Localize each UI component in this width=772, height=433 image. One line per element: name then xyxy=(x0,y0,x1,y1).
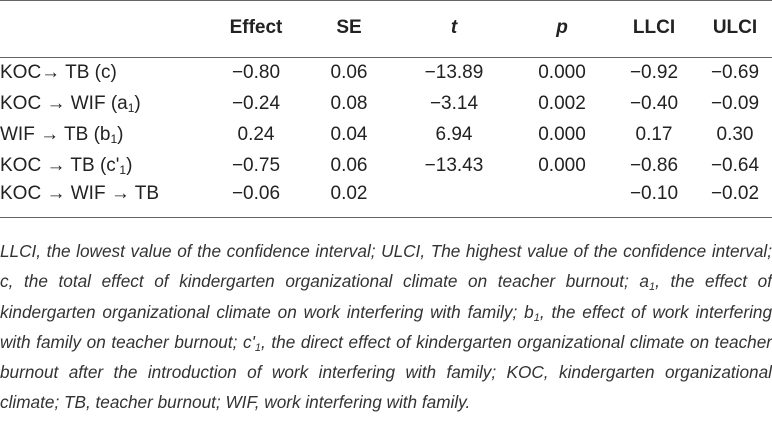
cell-llci: −0.86 xyxy=(629,154,679,176)
cell-se: 0.04 xyxy=(330,123,368,145)
cell-t xyxy=(394,181,514,217)
header-cell-p: p xyxy=(514,0,610,57)
row-label: KOC → WIF $(a_1)$ xyxy=(0,92,141,115)
header-cell-ulci: ULCI xyxy=(698,0,772,57)
row-label: KOC → TB $(c'_1)$ xyxy=(0,154,133,177)
table-row xyxy=(0,150,772,181)
cell-p: 0.000 xyxy=(538,154,586,176)
table-row xyxy=(0,88,772,119)
cell-t: −13.89 xyxy=(424,61,484,83)
cell-se: 0.08 xyxy=(330,92,368,114)
table-row xyxy=(0,119,772,150)
cell-ulci: −0.09 xyxy=(710,92,760,114)
cell-ulci: 0.30 xyxy=(716,123,754,145)
cell-llci: 0.17 xyxy=(635,123,673,145)
cell-llci: −0.40 xyxy=(629,92,679,114)
cell-effect: 0.24 xyxy=(237,123,275,145)
row-label: KOC → WIF → TB xyxy=(0,181,208,217)
cell-p: 0.000 xyxy=(538,61,586,83)
cell-effect: −0.80 xyxy=(231,61,281,83)
cell-t: −3.14 xyxy=(429,92,479,114)
cell-t: −13.43 xyxy=(424,154,484,176)
cell-p: 0.000 xyxy=(538,123,586,145)
header-row xyxy=(0,0,772,57)
header-cell-effect: Effect xyxy=(208,0,304,57)
cell-effect: −0.75 xyxy=(231,154,281,176)
cell-t: 6.94 xyxy=(435,123,473,145)
row-label: KOC→ TB (c) xyxy=(0,61,117,83)
cell-p xyxy=(514,181,610,217)
table-footnote: LLCI, the lowest value of the confidence interval; ULCI, The highest value of the confidence interval; c, the total effect of kindergarten organizational climate on teacher burnout; $a_1$, the effect of kindergarten organizational climate on work interfering with family; $b_1$, the effect of work interfering with family on teacher burnout; $c'_1$, the direct effect of kindergarten organizational climate on teacher burnout after the introduction of work interfering with family; KOC, kindergarten organizational climate; TB, teacher burnout; WIF, work interfering with family. xyxy=(0,241,772,413)
cell-llci: −0.10 xyxy=(610,181,698,217)
header-cell-t: t xyxy=(394,0,514,57)
cell-ulci: −0.02 xyxy=(698,181,772,217)
cell-se: 0.06 xyxy=(330,154,368,176)
header-cell-llci: LLCI xyxy=(610,0,698,57)
table-row xyxy=(0,57,772,88)
header-cell-se: SE xyxy=(304,0,394,57)
cell-ulci: −0.64 xyxy=(710,154,760,176)
row-label: WIF → TB $(b_1)$ xyxy=(0,123,124,146)
cell-se: 0.06 xyxy=(330,61,368,83)
cell-effect: −0.24 xyxy=(231,92,281,114)
cell-llci: −0.92 xyxy=(629,61,679,83)
table-row xyxy=(0,181,772,217)
cell-ulci: −0.69 xyxy=(710,61,760,83)
header-cell-label xyxy=(0,0,208,57)
cell-effect: −0.06 xyxy=(208,181,304,217)
cell-se: 0.02 xyxy=(304,181,394,217)
cell-p: 0.002 xyxy=(538,92,586,114)
